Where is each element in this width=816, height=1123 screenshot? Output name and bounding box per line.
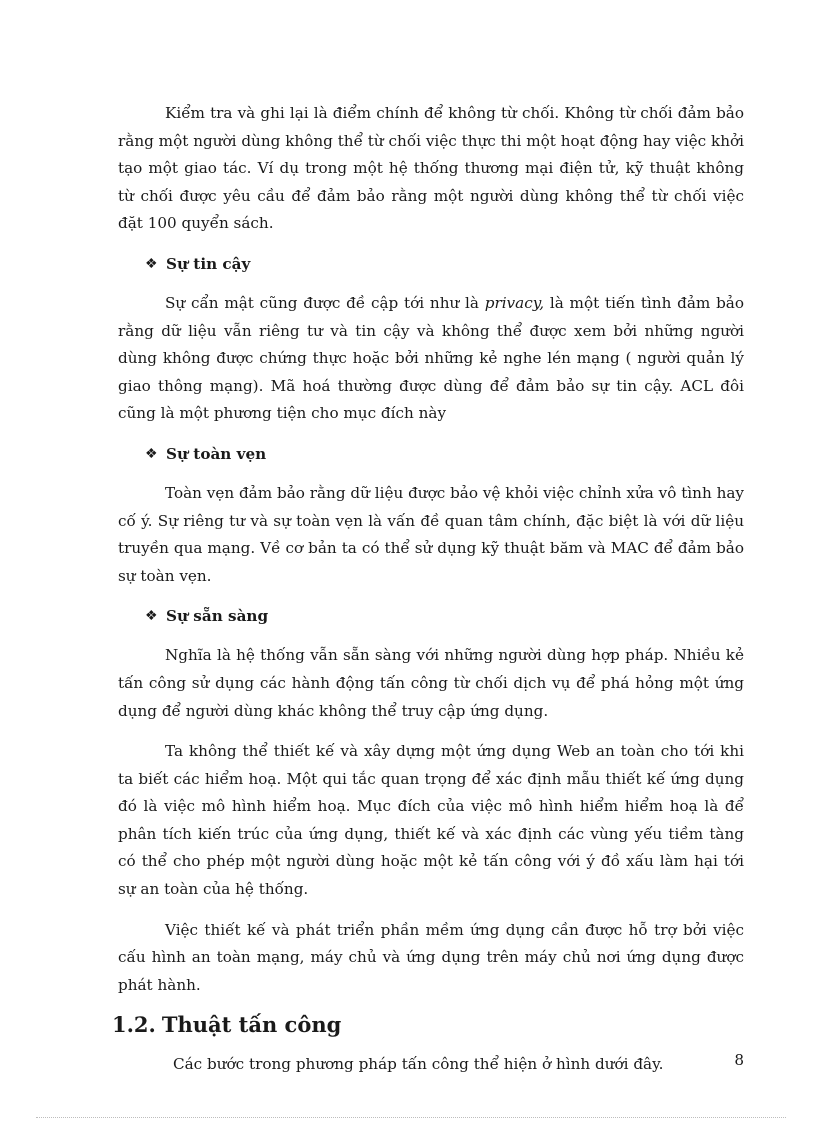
- section-number: 1.2.: [112, 1012, 156, 1038]
- diamond-bullet-icon: ❖: [145, 608, 158, 625]
- section-intro: Các bước trong phương pháp tấn công thể hiện ở hình dưới đây.: [173, 1055, 664, 1074]
- paragraph-threat-modeling: Ta không thể thiết kế và xây dựng một ứng dụng Web an toàn cho tới khi ta biết các hiểm hoạ. Một qui tắc quan trọng để xác định mẫu thiết kế ứng dụng đó là việc mô hình hiểm hoạ. Mục đích của việc mô hình hiểm hiểm hoạ là để phân tích kiến trúc của ứng dụng, thiết kế và xác định các vùng yếu tiềm tàng có thể cho phép một người dùng hoặc một kẻ tấn công với ý đồ xấu làm hại tới sự an toàn của hệ thống.: [118, 742, 744, 899]
- diamond-bullet-icon: ❖: [145, 255, 158, 272]
- section-title: Thuật tấn công: [161, 1012, 342, 1038]
- text-run: Sự cẩn mật cũng được đề cập tới như là: [165, 293, 485, 312]
- paragraph-non-repudiation: Kiểm tra và ghi lại là điểm chính để không từ chối. Không từ chối đảm bảo rằng một người dùng không thể từ chối việc thực thi một hoạt động hay việc khởi tạo một giao tác. Ví dụ trong một hệ thống thương mại điện tử, kỹ thuật không từ chối được yêu cầu để đảm bảo rằng một người dùng không thể từ chối việc đặt 100 quyển sách.: [118, 104, 744, 233]
- text-run: là một tiến tình đảm bảo rằng dữ liệu vẫn riêng tư và tin cậy và không thể được xem bởi những người dùng không được chứng thực hoặc bởi những kẻ nghe lén mạng ( người quản lý giao thông mạng). Mã hoá thường được dùng để đảm bảo sự tin cậy. ACL đôi cũng là một phương tiện cho mục đích này: [118, 293, 744, 423]
- paragraph-availability: Nghĩa là hệ thống vẫn sẵn sàng với những người dùng hợp pháp. Nhiều kẻ tấn công sử dụng các hành động tấn công từ chối dịch vụ để phá hỏng một ứng dụng để người dùng khác không thể truy cập ứng dụng.: [118, 646, 744, 720]
- italic-term: privacy,: [484, 293, 545, 312]
- bullet-label: Sự sẵn sàng: [166, 607, 269, 626]
- page-bottom-border: [36, 1117, 786, 1118]
- paragraph-confidentiality: [118, 290, 744, 428]
- bullet-confidentiality: [145, 251, 744, 277]
- section-heading: [112, 1012, 744, 1037]
- diamond-bullet-icon: ❖: [145, 445, 158, 462]
- paragraph-deployment: Việc thiết kế và phát triển phần mềm ứng dụng cần được hỗ trợ bởi việc cấu hình an toàn mạng, máy chủ và ứng dụng trên máy chủ nơi ứng dụng được phát hành.: [118, 920, 744, 994]
- page-content: [112, 100, 744, 1078]
- bullet-availability: [145, 603, 744, 629]
- bullet-label: Sự tin cậy: [166, 254, 251, 273]
- paragraph-integrity: Toàn vẹn đảm bảo rằng dữ liệu được bảo vệ khỏi việc chỉnh xửa vô tình hay cố ý. Sự riêng tư và sự toàn vẹn là vấn đề quan tâm chính, đặc biệt là với dữ liệu truyền qua mạng. Về cơ bản ta có thể sử dụng kỹ thuật băm và MAC để đảm bảo sự toàn vẹn.: [118, 483, 744, 585]
- bullet-integrity: [145, 441, 744, 467]
- page-number: 8: [734, 1051, 744, 1069]
- bullet-label: Sự toàn vẹn: [166, 444, 267, 463]
